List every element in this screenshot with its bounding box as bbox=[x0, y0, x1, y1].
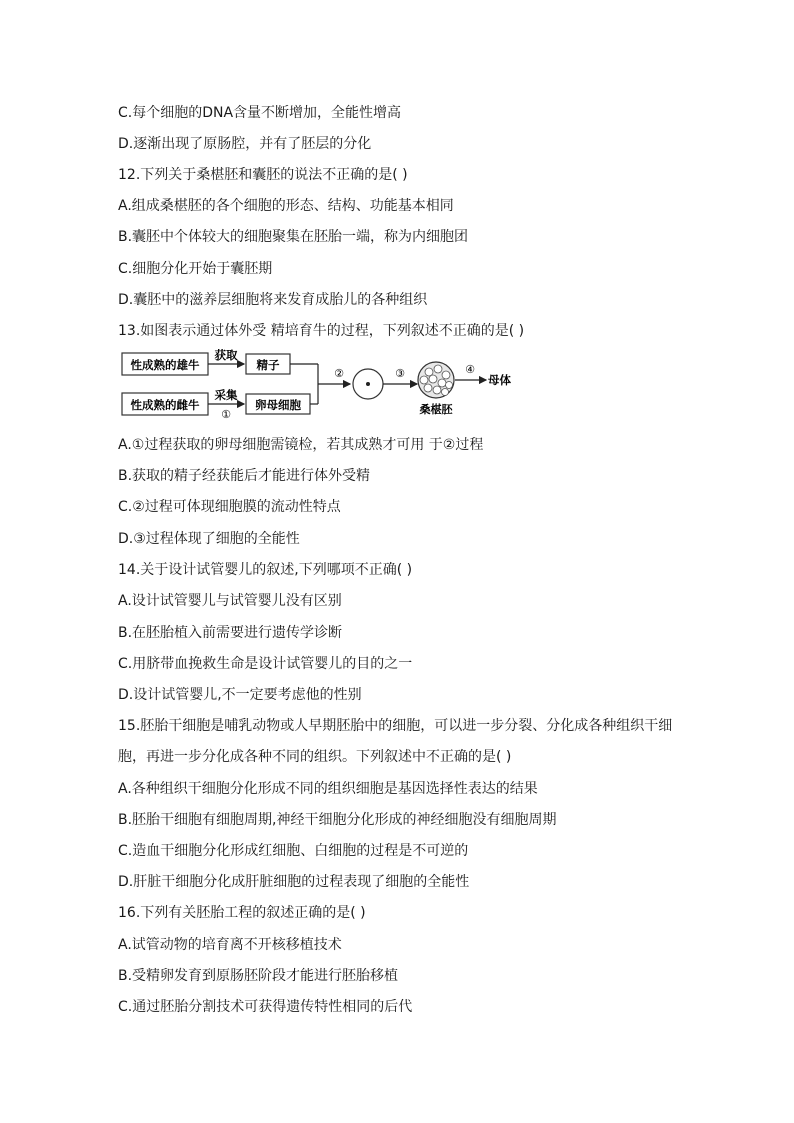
egg-label: 卵母细胞 bbox=[255, 398, 301, 412]
q13-option-a: A.①过程获取的卵母细胞需镜检，若其成熟才可用 于②过程 bbox=[118, 437, 484, 453]
q13-option-d: D.③过程体现了细胞的全能性 bbox=[118, 531, 300, 547]
q14-option-d: D.设计试管婴儿,不一定要考虑他的性别 bbox=[118, 687, 362, 703]
q12-option-c: C.细胞分化开始于囊胚期 bbox=[118, 261, 273, 277]
male-cattle-label: 性成熟的雄牛 bbox=[130, 358, 200, 372]
question-13: 13.如图表示通过体外受 精培育牛的过程，下列叙述不正确的是( ) bbox=[118, 323, 525, 339]
line-c-dna: C.每个细胞的DNA含量不断增加，全能性增高 bbox=[118, 105, 402, 121]
question-16: 16.下列有关胚胎工程的叙述正确的是( ) bbox=[118, 905, 366, 921]
q16-option-a: A.试管动物的培育离不开核移植技术 bbox=[118, 937, 342, 953]
q16-option-b: B.受精卵发育到原肠胚阶段才能进行胚胎移植 bbox=[118, 968, 399, 984]
step4-label: ④ bbox=[465, 363, 475, 376]
q14-option-c: C.用脐带血挽救生命是设计试管婴儿的目的之一 bbox=[118, 656, 413, 672]
ivf-process-diagram bbox=[118, 347, 518, 419]
question-12: 12.下列关于桑椹胚和囊胚的说法不正确的是( ) bbox=[118, 167, 408, 183]
q13-option-c: C.②过程可体现细胞膜的流动性特点 bbox=[118, 499, 341, 515]
mother-label: 母体 bbox=[488, 373, 511, 387]
q15-option-d: D.肝脏干细胞分化成肝脏细胞的过程表现了细胞的全能性 bbox=[118, 874, 470, 890]
question-15-continued: 胞，再进一步分化成各种不同的组织。下列叙述中不正确的是( ) bbox=[118, 749, 512, 765]
q15-option-b: B.胚胎干细胞有细胞周期,神经干细胞分化形成的神经细胞没有细胞周期 bbox=[118, 812, 557, 828]
collect-label: 采集 bbox=[214, 388, 238, 402]
q13-option-b: B.获取的精子经获能后才能进行体外受精 bbox=[118, 468, 371, 484]
morula-label: 桑椹胚 bbox=[419, 403, 453, 416]
step1-label: ① bbox=[221, 408, 231, 419]
question-15: 15.胚胎干细胞是哺乳动物或人早期胚胎中的细胞，可以进一步分裂、分化成各种组织干细 bbox=[118, 718, 673, 734]
obtain-label: 获取 bbox=[214, 348, 238, 362]
q16-option-c: C.通过胚胎分割技术可获得遗传特性相同的后代 bbox=[118, 999, 413, 1015]
q15-option-a: A.各种组织干细胞分化形成不同的组织细胞是基因选择性表达的结果 bbox=[118, 781, 538, 797]
q12-option-a: A.组成桑椹胚的各个细胞的形态、结构、功能基本相同 bbox=[118, 198, 454, 214]
q12-option-b: B.囊胚中个体较大的细胞聚集在胚胎一端，称为内细胞团 bbox=[118, 229, 469, 245]
q14-option-a: A.设计试管婴儿与试管婴儿没有区别 bbox=[118, 593, 342, 609]
morula-icon bbox=[418, 362, 454, 398]
q14-option-b: B.在胚胎植入前需要进行遗传学诊断 bbox=[118, 625, 343, 641]
line-d-gastrula: D.逐渐出现了原肠腔，并有了胚层的分化 bbox=[118, 136, 372, 152]
female-cattle-label: 性成熟的雌牛 bbox=[130, 398, 200, 412]
step3-label: ③ bbox=[395, 367, 405, 380]
step2-label: ② bbox=[334, 367, 344, 380]
q12-option-d: D.囊胚中的滋养层细胞将来发育成胎儿的各种组织 bbox=[118, 292, 428, 308]
zygote-nucleus bbox=[366, 382, 370, 386]
question-14: 14.关于设计试管婴儿的叙述,下列哪项不正确( ) bbox=[118, 562, 413, 578]
q15-option-c: C.造血干细胞分化形成红细胞、白细胞的过程是不可逆的 bbox=[118, 843, 469, 859]
sperm-label: 精子 bbox=[256, 358, 280, 372]
